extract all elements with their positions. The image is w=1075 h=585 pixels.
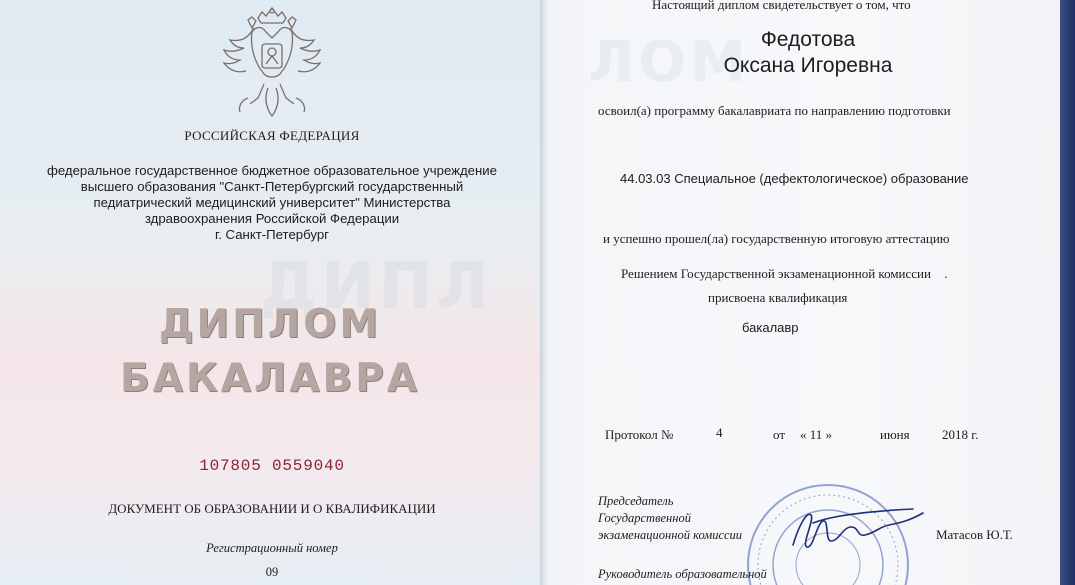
program-mastered-text: освоил(а) программу бакалавриата по направлению подготовки [598,103,951,118]
qualification-assigned-text: присвоена квалификация [708,290,848,305]
institution-line: высшего образования "Санкт-Петербургский государственный [80,179,464,194]
holder-surname: Федотова [760,28,856,51]
diploma-title-line1: ДИПЛОМ [158,302,382,347]
registration-label: Регистрационный номер [206,541,338,555]
institution-name [20,163,524,243]
right-page [548,0,1067,585]
protocol-label: Протокол № [605,427,674,442]
chairman-name: Матасов Ю.Т. [936,527,1013,542]
holder-name: Оксана Игоревна [723,54,893,77]
document-type: ДОКУМЕНТ ОБ ОБРАЗОВАНИИ И О КВАЛИФИКАЦИИ [108,501,436,516]
cover-edge [1060,0,1075,585]
background-watermark: ЛОМ [588,30,750,95]
attestation-text: и успешно прошел(ла) государственную итоговую аттестацию [603,231,950,246]
background-watermark: ДИПЛ [260,250,494,324]
protocol-number: 4 [716,425,723,440]
diploma-title-line2: БАКАЛАВРА [120,356,421,401]
protocol-month: июня [880,427,910,442]
protocol-from: от [773,427,786,442]
registration-number: 09 [265,565,279,579]
institution-line: педиатрический медицинский университет" Министерства [93,195,451,210]
protocol-day: « 11 » [800,427,833,442]
chairman-title: Председатель Государственной экзаменационной комиссии [598,494,743,542]
protocol-year: 2018 г. [942,427,979,442]
institution-city: г. Санкт-Петербург [215,227,329,242]
diploma-serial-number: 107805 0559040 [199,457,345,475]
program-name: 44.03.03 Специальное (дефектологическое) образование [620,171,969,186]
head-of-organization-label: Руководитель образовательной [598,567,767,581]
double-headed-eagle-emblem [218,6,326,124]
country-name: РОССИЙСКАЯ ФЕДЕРАЦИЯ [184,128,360,143]
institution-line: здравоохранения Российской Федерации [144,211,400,226]
chairman-signature [773,495,953,555]
intro-text: Настоящий диплом свидетельствует о том, что [652,0,911,12]
qualification-value: бакалавр [742,320,799,335]
commission-decision-text: Решением Государственной экзаменационной комиссии . [621,266,948,281]
institution-line: федеральное государственное бюджетное образовательное учреждение [46,163,497,178]
